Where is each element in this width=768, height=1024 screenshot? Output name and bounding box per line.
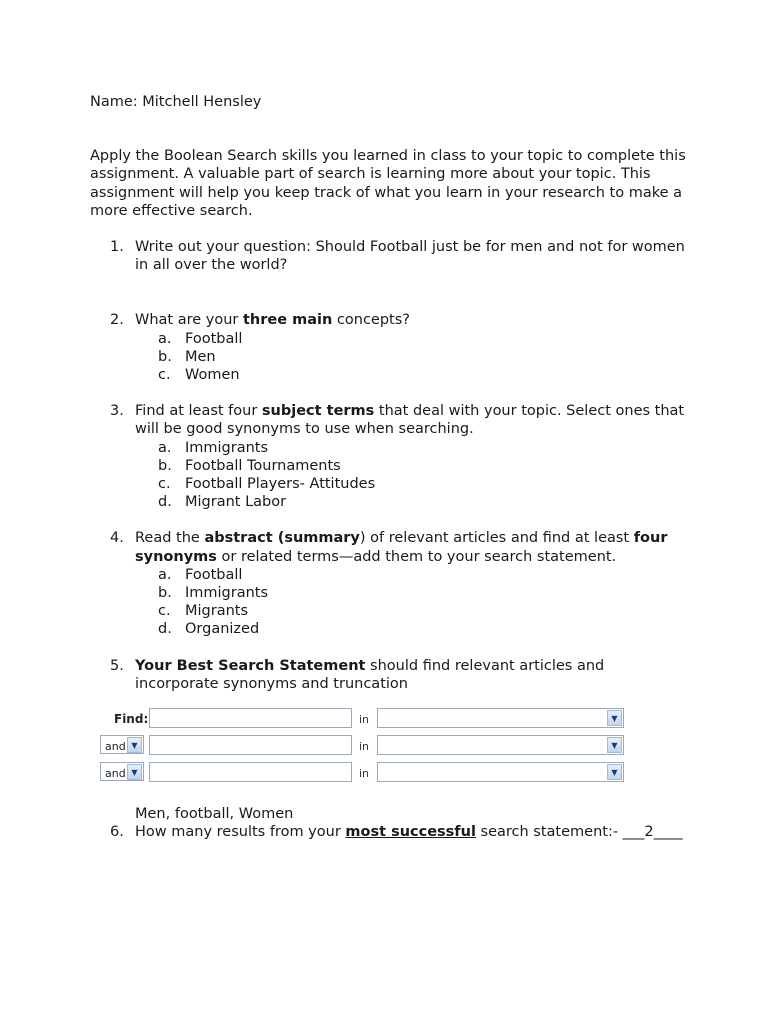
- answer-item: [90, 584, 690, 602]
- answer-item: [90, 457, 690, 475]
- answer-label: c.: [158, 367, 171, 384]
- intro-paragraph: Apply the Boolean Search skills you learned in class to your topic to complete this assignment. A valuable part of search is learning more about your topic. This assignment will help you keep track of what you learn in your research to make a more effective search.: [90, 148, 686, 219]
- question-5-number: 5.: [110, 657, 124, 674]
- find-label: Find:: [114, 712, 149, 727]
- question-1-text: Write out your question: Should Football just be for men and not for women in all over the world?: [135, 239, 685, 274]
- answer-item: [90, 366, 690, 384]
- answer-text: Migrant Labor: [185, 494, 287, 511]
- question-1: [90, 238, 690, 274]
- question-5-text-post: should find relevant articles and incorporate synonyms and truncation: [135, 657, 605, 692]
- question-6-text-post: search statement:- ___2____: [475, 824, 683, 841]
- question-2-number: 2.: [110, 312, 124, 329]
- assignment-document: [90, 93, 690, 841]
- question-4-text-bold-2: four synonyms: [135, 530, 668, 565]
- in-label: in: [359, 740, 370, 754]
- answer-text: Football Tournaments: [185, 457, 341, 474]
- answer-text: Women: [185, 367, 240, 384]
- answer-label: b.: [158, 348, 172, 365]
- chevron-down-icon[interactable]: ▼: [607, 737, 622, 753]
- question-3-text-post: that deal with your topic. Select ones that will be good synonyms to use when searching.: [135, 403, 685, 438]
- answer-text: Football Players- Attitudes: [185, 476, 376, 493]
- answer-text: Immigrants: [185, 585, 269, 602]
- question-2-text-pre: What are your: [135, 312, 243, 329]
- question-5-answer-text: Men, football, Women: [135, 806, 294, 823]
- answer-text: Football: [185, 330, 243, 347]
- answer-label: a.: [158, 439, 172, 456]
- boolean-operator-select-2[interactable]: [100, 735, 144, 754]
- answer-label: b.: [158, 457, 172, 474]
- answer-item: [90, 602, 690, 620]
- answer-label: d.: [158, 621, 172, 638]
- answer-item: [90, 475, 690, 493]
- in-label: in: [359, 767, 370, 781]
- answer-item: [90, 566, 690, 584]
- question-3-text-bold: subject terms: [261, 403, 375, 420]
- chevron-down-icon[interactable]: ▼: [607, 764, 622, 780]
- answer-label: b.: [158, 585, 172, 602]
- search-row-1: [90, 707, 630, 729]
- boolean-operator-value: and: [105, 740, 126, 754]
- question-4-text-pre: Read the: [135, 530, 205, 547]
- answer-text: Migrants: [185, 603, 249, 620]
- question-6-text-pre: How many results from your: [135, 824, 346, 841]
- question-2-text-post: concepts?: [332, 312, 410, 329]
- answer-label: a.: [158, 566, 172, 583]
- chevron-down-icon[interactable]: ▼: [607, 710, 622, 726]
- question-6-number: 6.: [110, 824, 124, 841]
- answer-label: a.: [158, 330, 172, 347]
- question-5-answer: [90, 805, 690, 823]
- answer-label: d.: [158, 494, 172, 511]
- answer-label: c.: [158, 476, 171, 493]
- question-2-text-bold: three main: [242, 312, 333, 329]
- search-field-select-1[interactable]: [377, 708, 624, 728]
- search-field-select-2[interactable]: [377, 735, 624, 755]
- answer-item: [90, 348, 690, 366]
- question-4-text-mid: ) of relevant articles and find at least: [359, 530, 634, 547]
- student-name: Name: Mitchell Hensley: [90, 94, 262, 110]
- answer-text: Men: [185, 348, 216, 365]
- question-4-text-post: or related terms—add them to your search statement.: [216, 548, 617, 565]
- answer-item: [90, 620, 690, 638]
- answer-item: [90, 493, 690, 511]
- question-4-text-bold-1: abstract (summary: [204, 530, 360, 547]
- question-6-text-bold-underline: most successful: [345, 824, 476, 841]
- answer-text: Immigrants: [185, 439, 269, 456]
- answer-item: [90, 439, 690, 457]
- question-6: [90, 823, 690, 841]
- question-4: [90, 529, 690, 565]
- answer-text: Football: [185, 566, 243, 583]
- search-row-3: [90, 761, 630, 783]
- question-5: [90, 657, 690, 693]
- question-4-number: 4.: [110, 530, 124, 547]
- question-5-text-bold: Your Best Search Statement: [135, 657, 366, 674]
- search-term-input-1[interactable]: [149, 708, 352, 728]
- question-1-number: 1.: [110, 239, 124, 256]
- question-3-text-pre: Find at least four: [135, 403, 262, 420]
- search-field-select-3[interactable]: [377, 762, 624, 782]
- question-2: [90, 311, 690, 329]
- search-row-2: [90, 734, 630, 756]
- question-3-number: 3.: [110, 403, 124, 420]
- in-label: in: [359, 713, 370, 727]
- chevron-down-icon[interactable]: ▼: [127, 737, 142, 753]
- search-term-input-2[interactable]: [149, 735, 352, 755]
- answer-label: c.: [158, 603, 171, 620]
- answer-item: [90, 330, 690, 348]
- boolean-operator-value: and: [105, 767, 126, 781]
- boolean-search-form: [90, 707, 690, 791]
- boolean-operator-select-3[interactable]: [100, 762, 144, 781]
- chevron-down-icon[interactable]: ▼: [127, 764, 142, 780]
- answer-text: Organized: [185, 621, 260, 638]
- search-term-input-3[interactable]: [149, 762, 352, 782]
- question-3: [90, 402, 690, 438]
